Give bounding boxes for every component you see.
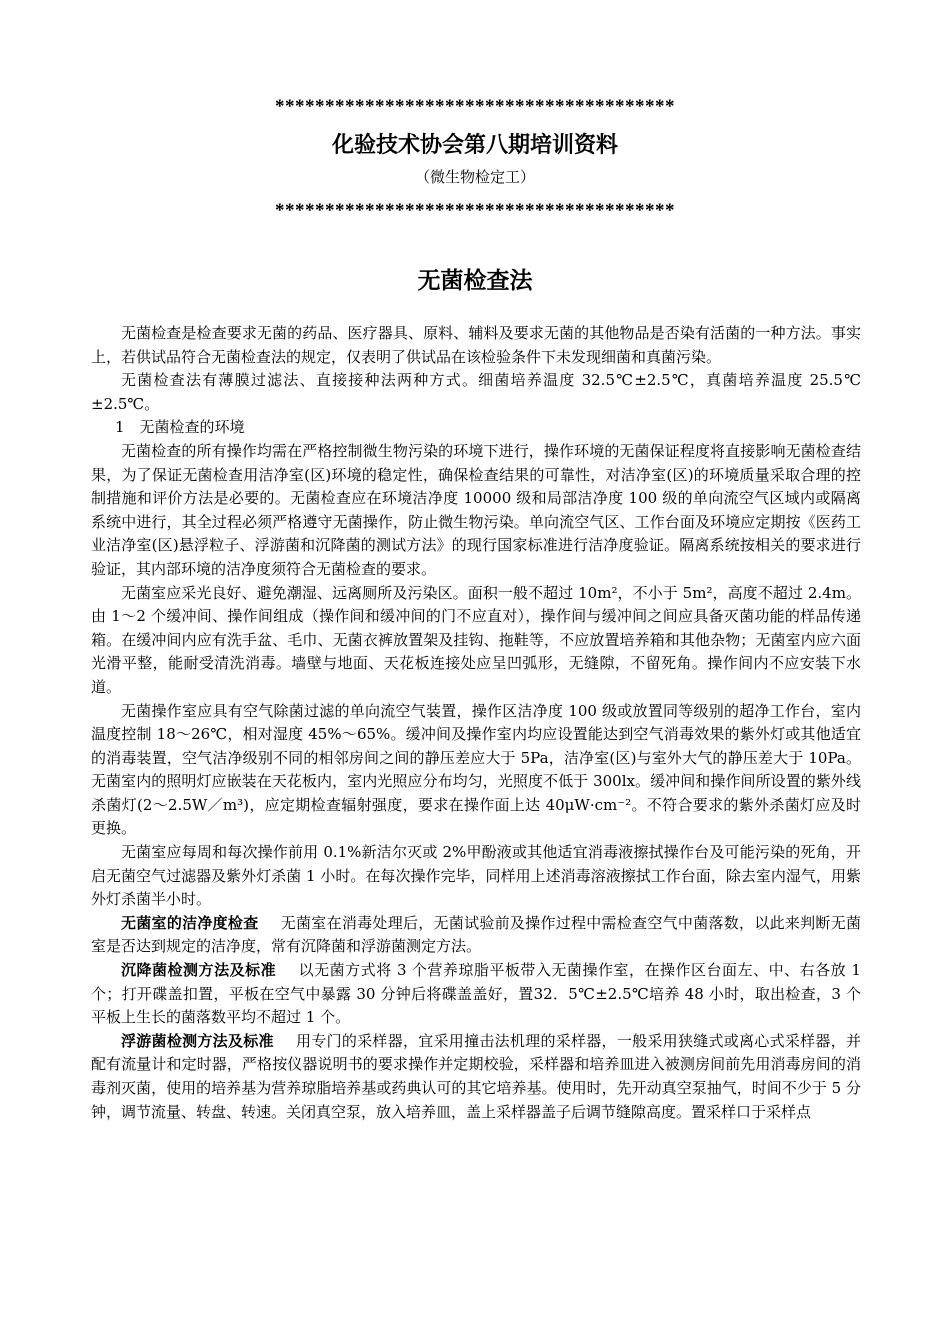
settling-bacteria-label: 沉降菌检测方法及标准 — [121, 961, 277, 980]
cleanliness-check-label: 无菌室的洁净度检查 — [121, 913, 259, 932]
paragraph-cleanliness-check — [91, 912, 861, 959]
star-divider-bottom: **************************************** — [275, 200, 675, 221]
paragraph-disinfection: 无菌室应每周和每次操作前用 0.1%新洁尔灭或 2%甲酚液或其他适宜消毒液擦拭操作台及可能污染的死角，开启无菌空气过滤器及紫外灯杀菌 1 小时。在每次操作完毕，同样用上述消毒溶液擦拭工作台面，除去室内湿气，用紫外灯杀菌半小时。 — [91, 843, 861, 909]
cleanliness-check-text: 无菌室在消毒处理后，无菌试验前及操作过程中需检查空气中菌落数，以此来判断无菌室是否达到规定的洁净度，常有沉降菌和浮游菌测定方法。 — [91, 913, 861, 956]
star-divider-top: **************************************** — [275, 96, 675, 117]
airborne-bacteria-text: 用专门的采样器，宜采用撞击法机理的采样器，一般采用狭缝式或离心式采样器，并配有流量计和定时器，严格按仪器说明书的要求操作并定期校验，采样器和培养皿进入被测房间前先用消毒房间的消毒剂灭菌，使用的培养基为营养琼脂培养基或药典认可的其它培养基。使用时，先开动真空泵抽气，时间不少于 5 分钟，调节流量、转盘、转速。关闭真空泵，放入培养皿，盖上采样器盖子后调节缝隙高度。置采样口于采样点 — [91, 1031, 861, 1121]
paragraph-methods: 无菌检查法有薄膜过滤法、直接接种法两种方式。细菌培养温度 32.5℃±2.5℃，真菌培养温度 25.5℃±2.5℃。 — [91, 371, 861, 413]
paragraph-operating-room: 无菌操作室应具有空气除菌过滤的单向流空气装置，操作区洁净度 100 级或放置同等级别的超净工作台，室内温度控制 18～26℃，相对湿度 45%～65%。缓冲间及操作室内均应设置能达到空气消毒效果的紫外灯或其他适宜的消毒装置，空气洁净级别不同的相邻房间之间的静压差应大于 5Pa，洁净室(区)与室外大气的静压差大于 10Pa。无菌室内的照明灯应嵌装在天花板内，室内光照应分布均匀，光照度不低于 300lx。缓冲间和操作间所设置的紫外线杀菌灯(2～2.5W／m³)，应定期检查辐射强度，要求在操作面上达 40μW·cm⁻²。不符合要求的紫外杀菌灯应及时更换。 — [91, 701, 861, 838]
heading-environment: 1 无菌检查的环境 — [115, 418, 245, 437]
paragraph-room-requirements: 无菌室应采光良好、避免潮湿、远离厕所及污染区。面积一般不超过 10m²，不小于 5m²，高度不超过 2.4m。由 1～2 个缓冲间、操作间组成（操作间和缓冲间的门不应直对），操作间与缓冲间之间应具备灭菌功能的样品传递箱。在缓冲间内应有洗手盆、毛巾、无菌衣裤放置架及挂钩、拖鞋等，不应放置培养箱和其他杂物；无菌室内应六面光滑平整，能耐受清洗消毒。墙壁与地面、天花板连接处应呈凹弧形，无缝隙，不留死角。操作间内不应安装下水道。 — [91, 583, 861, 696]
paragraph-environment: 无菌检查的所有操作均需在严格控制微生物污染的环境下进行，操作环境的无菌保证程度将直接影响无菌检查结果，为了保证无菌检查用洁净室(区)环境的稳定性，确保检查结果的可靠性，对洁净室(区)的环境质量采取合理的控制措施和评价方法是必要的。无菌检查应在环境洁净度 10000 级和局部洁净度 100 级的单向流空气区域内或隔离系统中进行，其全过程必须严格遵守无菌操作，防止微生物污染。单向流空气区、工作台面及环境应定期按《医药工业洁净室(区)悬浮粒子、浮游菌和沉降菌的测试方法》的现行国家标准进行洁净度验证。隔离系统按相关的要求进行验证，其内部环境的洁净度须符合无菌检查的要求。 — [91, 441, 861, 578]
airborne-bacteria-label: 浮游菌检测方法及标准 — [121, 1031, 274, 1050]
document-body — [91, 322, 861, 1124]
paragraph-settling-bacteria — [91, 959, 861, 1030]
org-title: 化验技术协会第八期培训资料 — [331, 132, 618, 158]
section-title: 无菌检查法 — [417, 267, 533, 294]
settling-bacteria-text: 以无菌方式将 3 个营养琼脂平板带入无菌操作室，在操作区台面左、中、右各放 1 个；打开碟盖扣置，平板在空气中暴露 30 分钟后将碟盖盖好，置32．5℃±2.5℃培养 48 小时，取出检查，3 个平板上生长的菌落数平均不超过 1 个。 — [91, 961, 861, 1027]
subtitle: （微生物检定工） — [414, 168, 535, 186]
paragraph-intro: 无菌检查是检查要求无菌的药品、医疗器具、原料、辅料及要求无菌的其他物品是否染有活菌的一种方法。事实上，若供试品符合无菌检查法的规定，仅表明了供试品在该检验条件下未发现细菌和真菌污染。 — [91, 324, 861, 366]
paragraph-airborne-bacteria — [91, 1030, 861, 1124]
